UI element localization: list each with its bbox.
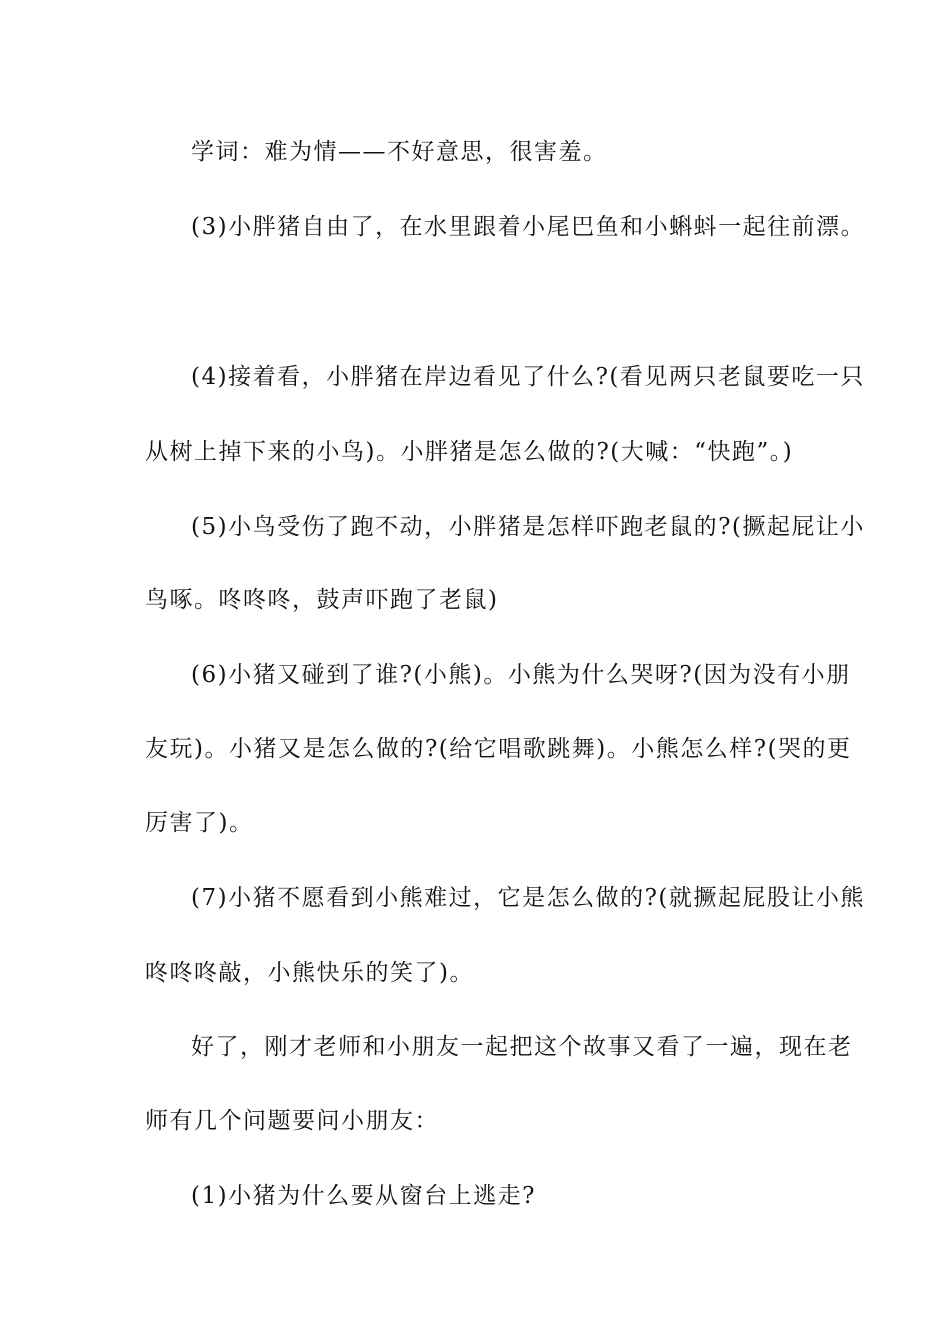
paragraph-line: 好了，刚才老师和小朋友一起把这个故事又看了一遍，现在老 [191,1034,853,1060]
paragraph-line: (6)小猪又碰到了谁?(小熊)。小熊为什么哭呀?(因为没有小朋 [191,662,851,688]
paragraph-line: 咚咚咚敲，小熊快乐的笑了)。 [145,960,474,986]
paragraph-line: 友玩)。小猪又是怎么做的?(给它唱歌跳舞)。小熊怎么样?(哭的更 [145,736,852,762]
paragraph-line: (1)小猪为什么要从窗台上逃走? [191,1183,536,1209]
paragraph-line: 学词：难为情——不好意思，很害羞。 [191,139,608,165]
paragraph-line: (7)小猪不愿看到小熊难过，它是怎么做的?(就撅起屁股让小熊 [191,885,865,911]
paragraph-line: 鸟啄。咚咚咚，鼓声吓跑了老鼠) [145,587,499,613]
paragraph-line: 师有几个问题要问小朋友： [145,1108,439,1134]
paragraph-line: (3)小胖猪自由了，在水里跟着小尾巴鱼和小蝌蚪一起往前漂。 [191,214,866,240]
paragraph-line: (5)小鸟受伤了跑不动，小胖猪是怎样吓跑老鼠的?(撅起屁让小 [191,514,865,540]
paragraph-line: 从树上掉下来的小鸟)。小胖猪是怎么做的?(大喊：“快跑”。) [145,439,794,465]
paragraph-line: 厉害了)。 [145,810,254,836]
paragraph-line: (4)接着看，小胖猪在岸边看见了什么?(看见两只老鼠要吃一只 [191,364,865,390]
